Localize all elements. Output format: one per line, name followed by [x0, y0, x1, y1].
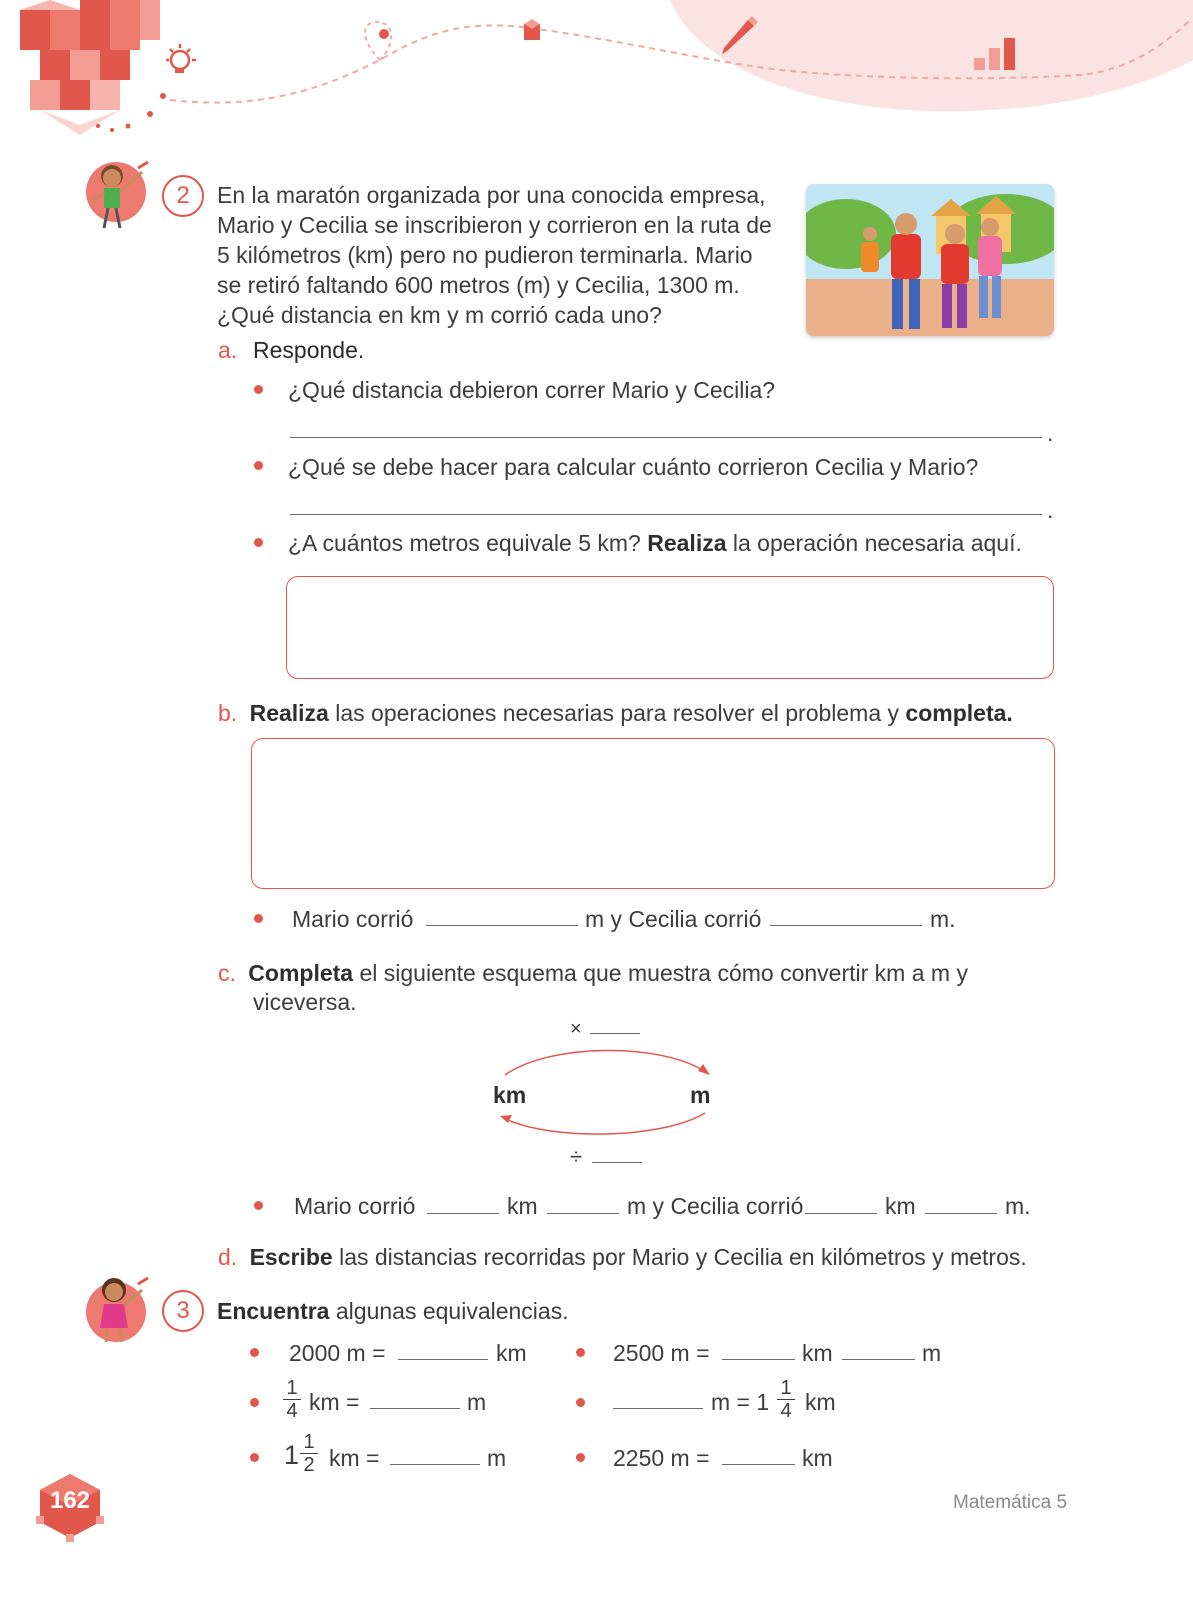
cecilia-m-blank-2[interactable]	[925, 1213, 997, 1214]
problem3-instruction	[217, 1296, 569, 1326]
question-3-bold: Realiza	[647, 530, 727, 556]
part-d-text: las distancias recorridas por Mario y Cecilia en kilómetros y metros.	[332, 1244, 1027, 1270]
numerator: 1	[286, 1377, 298, 1399]
bullet	[576, 1398, 585, 1407]
b-sentence-1: Mario corrió	[292, 906, 414, 932]
bullet	[254, 1201, 263, 1210]
statement-line: En la maratón organizada por una conocida empresa,	[217, 182, 766, 208]
bar-chart-icon	[972, 36, 1022, 72]
divisor-blank[interactable]	[592, 1162, 642, 1163]
eq-r3-post: km	[802, 1445, 833, 1471]
statement-line: Mario y Cecilia se inscribieron y corrieron en la ruta de	[217, 212, 772, 238]
part-b-instruction	[218, 698, 1013, 728]
eq-l2-mid: km =	[309, 1389, 360, 1415]
part-b-letter: b.	[218, 700, 238, 726]
fraction-one-quarter	[283, 1378, 301, 1421]
eq-r2-mid: m = 1	[711, 1389, 770, 1415]
part-b-mid: las operaciones necesarias para resolver el problema y	[328, 700, 906, 726]
question-3-pre: ¿A cuántos metros equivale 5 km?	[288, 530, 648, 556]
part-d-letter: d.	[218, 1244, 238, 1270]
answer-box-b[interactable]	[251, 738, 1055, 889]
bullet	[254, 385, 263, 394]
times-symbol: ×	[570, 1018, 582, 1040]
bullet	[576, 1453, 585, 1462]
eq-l1-pre: 2000 m =	[289, 1340, 386, 1366]
eq-l3-mid: km =	[329, 1445, 380, 1471]
question-3	[288, 528, 1022, 558]
book-title: Matemática 5	[953, 1492, 1068, 1513]
statement-line: se retiró faltando 600 metros (m) y Cecilia, 1300 m.	[217, 272, 740, 298]
question-3-post: la operación necesaria aquí.	[726, 530, 1022, 556]
bullet	[250, 1453, 259, 1462]
eq-r2-blank[interactable]	[613, 1408, 703, 1409]
marathon-illustration	[806, 184, 1054, 336]
page-number: 162	[49, 1487, 91, 1514]
c-sentence-4: km	[885, 1193, 916, 1219]
c-sentence-2: km	[507, 1193, 538, 1219]
eq-r2-post: km	[805, 1389, 836, 1415]
problem3-text: algunas equivalencias.	[329, 1298, 569, 1324]
statement-line: ¿Qué distancia en km y m corrió cada uno?	[217, 302, 662, 328]
part-c-line2: viceversa.	[253, 989, 357, 1015]
answer-line-1[interactable]	[290, 437, 1042, 438]
eq-r1-blank-m[interactable]	[842, 1359, 915, 1360]
divide-symbol: ÷	[570, 1144, 583, 1169]
mario-km-blank[interactable]	[427, 1213, 499, 1214]
fraction-one-quarter	[777, 1378, 795, 1421]
eq-r1-mid: km	[802, 1340, 833, 1366]
eq-l1-post: km	[496, 1340, 527, 1366]
eq-r1-post: m	[922, 1340, 942, 1366]
part-c-letter: c.	[218, 960, 236, 986]
multiplier-blank[interactable]	[590, 1033, 640, 1034]
eq-l3-post: m	[487, 1445, 507, 1471]
bullet	[254, 461, 263, 470]
problem2-statement	[217, 180, 787, 330]
c-sentence-5: m.	[1005, 1193, 1031, 1219]
eq-l3-blank[interactable]	[390, 1464, 480, 1465]
answer-line-2[interactable]	[290, 514, 1042, 515]
c-sentence-1: Mario corrió	[294, 1193, 416, 1219]
bullet	[254, 538, 263, 547]
eq-l2-post: m	[467, 1389, 487, 1415]
part-c-line1: el siguiente esquema que muestra cómo convertir km a m y	[353, 960, 968, 986]
mario-m-blank-2[interactable]	[547, 1213, 619, 1214]
part-d-bold: Escribe	[249, 1244, 333, 1270]
eq-l2-blank[interactable]	[370, 1408, 460, 1409]
km-label: km	[493, 1082, 527, 1108]
pencil-icon	[718, 12, 762, 56]
cecilia-m-blank[interactable]	[770, 925, 922, 926]
eq-r3-pre: 2250 m =	[613, 1445, 710, 1471]
denominator: 2	[303, 1454, 315, 1476]
b-sentence-3: m.	[930, 906, 956, 932]
lightbulb-icon	[162, 40, 202, 80]
eq-l1-blank[interactable]	[398, 1359, 488, 1360]
eq-r1-blank-km[interactable]	[722, 1359, 795, 1360]
part-c-bold: Completa	[248, 960, 354, 986]
question-1: ¿Qué distancia debieron correr Mario y Cecilia?	[288, 377, 776, 403]
question-2: ¿Qué se debe hacer para calcular cuánto corrieron Cecilia y Mario?	[288, 454, 979, 480]
fraction-one-half	[300, 1432, 318, 1475]
bullet	[250, 1398, 259, 1407]
eq-r1-pre: 2500 m =	[613, 1340, 710, 1366]
problem-number-3: 3	[162, 1290, 204, 1332]
period: .	[1047, 420, 1054, 446]
bullet	[250, 1348, 259, 1357]
part-d-instruction	[218, 1242, 1027, 1272]
period: .	[1047, 497, 1054, 523]
numerator: 1	[780, 1377, 792, 1399]
b-sentence-2: m y Cecilia corrió	[585, 906, 762, 932]
statement-line: 5 kilómetros (km) pero no pudieron terminarla. Mario	[217, 242, 753, 268]
mixed-whole: 1	[284, 1440, 300, 1470]
numerator: 1	[303, 1431, 315, 1453]
answer-box-a[interactable]	[286, 576, 1054, 679]
boy-avatar	[84, 158, 150, 232]
denominator: 4	[286, 1400, 298, 1422]
part-b-bold1: Realiza	[249, 700, 329, 726]
problem-number-2: 2	[162, 175, 204, 217]
part-a-title: Responde.	[253, 337, 365, 363]
eq-r3-blank[interactable]	[722, 1464, 795, 1465]
girl-avatar	[84, 1272, 150, 1346]
mario-m-blank[interactable]	[426, 925, 578, 926]
denominator: 4	[780, 1400, 792, 1422]
cecilia-km-blank[interactable]	[805, 1213, 877, 1214]
part-b-bold2: completa.	[905, 700, 1013, 726]
bullet	[254, 914, 263, 923]
c-sentence-3: m y Cecilia corrió	[627, 1193, 804, 1219]
problem3-bold: Encuentra	[217, 1298, 330, 1324]
bullet	[576, 1348, 585, 1357]
m-label: m	[690, 1082, 711, 1108]
part-c-instruction	[218, 958, 968, 988]
part-a-letter: a.	[218, 337, 238, 363]
